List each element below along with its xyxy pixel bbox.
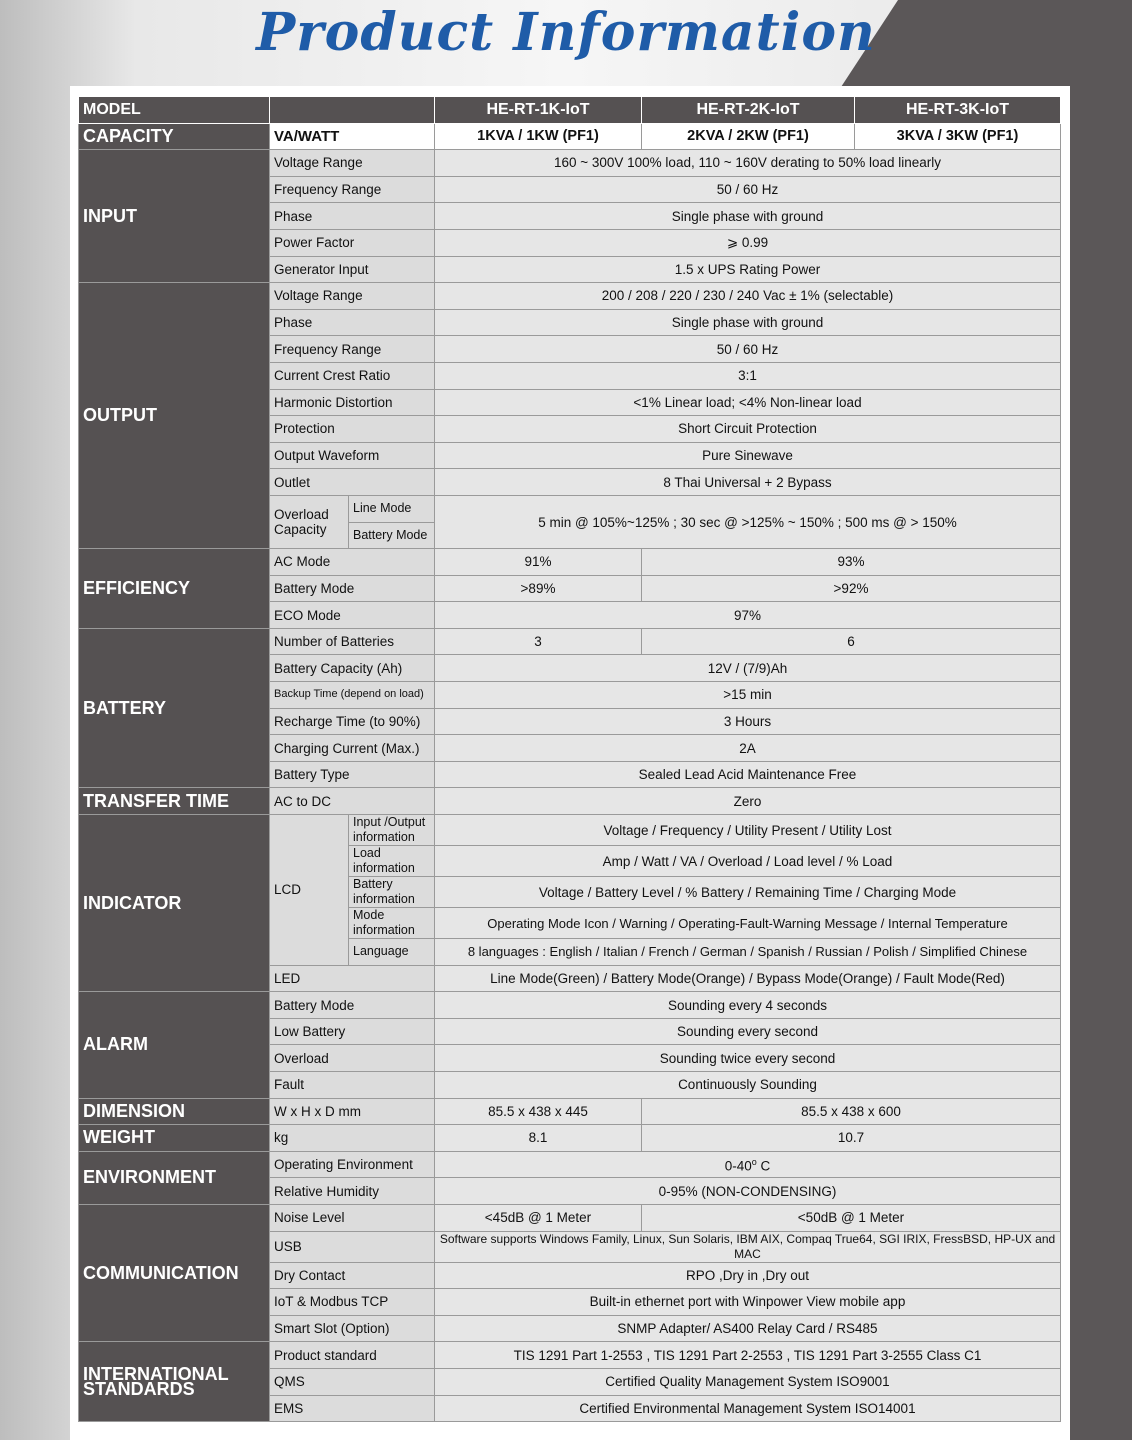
row-value: <1% Linear load; <4% Non-linear load (435, 389, 1061, 416)
row-label: Smart Slot (Option) (270, 1315, 435, 1342)
row-label: Charging Current (Max.) (270, 735, 435, 762)
table-row (79, 1204, 1061, 1231)
table-row (79, 150, 1061, 177)
table-row (79, 1098, 1061, 1125)
row-value: 200 / 208 / 220 / 230 / 240 Vac ± 1% (selectable) (435, 283, 1061, 310)
overload-battery-mode: Battery Mode (349, 522, 435, 549)
env-temp-value: 0-40 (724, 1158, 752, 1174)
row-value: >15 min (435, 682, 1061, 709)
row-label: Operating Environment (270, 1151, 435, 1178)
row-value: Software supports Windows Family, Linux, Sun Solaris, IBM AIX, Compaq True64, SGI IRIX, FressBSD, HP-UX and MAC (435, 1231, 1061, 1262)
table-row (79, 283, 1061, 310)
row-label: Input /Output information (349, 815, 435, 846)
value-2k-3k: <50dB @ 1 Meter (642, 1204, 1061, 1231)
row-value: Single phase with ground (435, 309, 1061, 336)
row-value: Certified Quality Management System ISO9001 (435, 1368, 1061, 1395)
capacity-row (79, 123, 1061, 150)
row-value: TIS 1291 Part 1-2553 , TIS 1291 Part 2-2553 , TIS 1291 Part 3-2555 Class C1 (435, 1342, 1061, 1369)
row-label: Recharge Time (to 90%) (270, 708, 435, 735)
row-value: 160 ~ 300V 100% load, 110 ~ 160V derating to 50% load linearly (435, 150, 1061, 177)
env-temp-suffix: C (756, 1158, 771, 1174)
row-value: SNMP Adapter/ AS400 Relay Card / RS485 (435, 1315, 1061, 1342)
category-dimension: DIMENSION (79, 1098, 270, 1125)
category-alarm: ALARM (79, 992, 270, 1098)
table-row (79, 815, 1061, 846)
value-2k-3k: 85.5 x 438 x 600 (642, 1098, 1061, 1125)
table-row (79, 1125, 1061, 1152)
row-label: Battery Capacity (Ah) (270, 655, 435, 682)
row-label: Language (349, 939, 435, 966)
category-capacity: CAPACITY (79, 123, 270, 150)
category-communication: COMMUNICATION (79, 1204, 270, 1341)
row-label: IoT & Modbus TCP (270, 1289, 435, 1316)
category-efficiency: EFFICIENCY (79, 549, 270, 629)
row-value: Built-in ethernet port with Winpower View mobile app (435, 1289, 1061, 1316)
row-value: Single phase with ground (435, 203, 1061, 230)
row-label: Battery information (349, 877, 435, 908)
row-value: 97% (435, 602, 1061, 629)
row-value: Sounding every 4 seconds (435, 992, 1061, 1019)
row-label: Dry Contact (270, 1262, 435, 1289)
row-value: Amp / Watt / VA / Overload / Load level / % Load (435, 846, 1061, 877)
value-1k: 85.5 x 438 x 445 (435, 1098, 642, 1125)
row-value: Short Circuit Protection (435, 416, 1061, 443)
capacity-label: VA/WATT (270, 123, 435, 150)
table-row (79, 628, 1061, 655)
row-value: Operating Mode Icon / Warning / Operating-Fault-Warning Message / Internal Temperature (435, 908, 1061, 939)
row-label: Battery Mode (270, 992, 435, 1019)
model-1k: HE-RT-1K-IoT (435, 97, 642, 124)
value-1k: <45dB @ 1 Meter (435, 1204, 642, 1231)
table-row (79, 549, 1061, 576)
row-value: Sounding every second (435, 1018, 1061, 1045)
capacity-3k: 3KVA / 3KW (PF1) (855, 123, 1061, 150)
category-environment: ENVIRONMENT (79, 1151, 270, 1204)
row-label: Voltage Range (270, 150, 435, 177)
model-row (79, 97, 1061, 124)
spec-table (78, 96, 1061, 1422)
category-output: OUTPUT (79, 283, 270, 549)
row-label: AC Mode (270, 549, 435, 576)
row-value: 1.5 x UPS Rating Power (435, 256, 1061, 283)
row-label: kg (270, 1125, 435, 1152)
row-value (435, 1151, 1061, 1178)
row-value: Voltage / Frequency / Utility Present / Utility Lost (435, 815, 1061, 846)
row-label: Voltage Range (270, 283, 435, 310)
row-label: Generator Input (270, 256, 435, 283)
category-input: INPUT (79, 150, 270, 283)
lcd-label: LCD (270, 815, 349, 966)
capacity-2k: 2KVA / 2KW (PF1) (642, 123, 855, 150)
row-label: Phase (270, 203, 435, 230)
row-value: 8 Thai Universal + 2 Bypass (435, 469, 1061, 496)
row-label: Noise Level (270, 1204, 435, 1231)
row-label: Backup Time (depend on load) (270, 682, 435, 709)
overload-line-mode: Line Mode (349, 495, 435, 522)
category-weight: WEIGHT (79, 1125, 270, 1152)
row-label: Phase (270, 309, 435, 336)
row-label: Power Factor (270, 229, 435, 256)
row-value: Pure Sinewave (435, 442, 1061, 469)
degree-sign: o (751, 1157, 757, 1168)
value-1k: 3 (435, 628, 642, 655)
row-value: Zero (435, 788, 1061, 815)
row-value: Sealed Lead Acid Maintenance Free (435, 761, 1061, 788)
value-1k: 8.1 (435, 1125, 642, 1152)
row-label: Outlet (270, 469, 435, 496)
row-value: Continuously Sounding (435, 1072, 1061, 1099)
row-value: Line Mode(Green) / Battery Mode(Orange) / Bypass Mode(Orange) / Fault Mode(Red) (435, 965, 1061, 992)
value-1k: 91% (435, 549, 642, 576)
category-indicator: INDICATOR (79, 815, 270, 992)
row-value: 0-95% (NON-CONDENSING) (435, 1178, 1061, 1205)
table-row (79, 1151, 1061, 1178)
row-label: EMS (270, 1395, 435, 1422)
value-2k-3k: >92% (642, 575, 1061, 602)
row-label: Load information (349, 846, 435, 877)
row-label: LED (270, 965, 435, 992)
row-label: USB (270, 1231, 435, 1262)
row-value: 2A (435, 735, 1061, 762)
overload-value: 5 min @ 105%~125% ; 30 sec @ >125% ~ 150% ; 500 ms @ > 150% (435, 495, 1061, 548)
row-label: Low Battery (270, 1018, 435, 1045)
row-label: Battery Type (270, 761, 435, 788)
row-value: RPO ,Dry in ,Dry out (435, 1262, 1061, 1289)
value-2k-3k: 93% (642, 549, 1061, 576)
row-label: Protection (270, 416, 435, 443)
row-label: ECO Mode (270, 602, 435, 629)
category-international-standards: INTERNATIONAL STANDARDS (79, 1342, 270, 1422)
model-2k: HE-RT-2K-IoT (642, 97, 855, 124)
table-row (79, 788, 1061, 815)
row-value: 8 languages : English / Italian / French / German / Spanish / Russian / Polish / Simplified Chinese (435, 939, 1061, 966)
row-label: Current Crest Ratio (270, 362, 435, 389)
value-1k: >89% (435, 575, 642, 602)
row-value: Voltage / Battery Level / % Battery / Remaining Time / Charging Mode (435, 877, 1061, 908)
row-value: 3 Hours (435, 708, 1061, 735)
row-label: Product standard (270, 1342, 435, 1369)
row-value: Certified Environmental Management System ISO14001 (435, 1395, 1061, 1422)
row-value: Sounding twice every second (435, 1045, 1061, 1072)
row-label: Output Waveform (270, 442, 435, 469)
category-transfer-time: TRANSFER TIME (79, 788, 270, 815)
model-blank-cell (270, 97, 435, 124)
row-label: QMS (270, 1368, 435, 1395)
row-label: Harmonic Distortion (270, 389, 435, 416)
table-row (79, 992, 1061, 1019)
row-label: Overload (270, 1045, 435, 1072)
table-row (79, 1342, 1061, 1369)
row-label: Mode information (349, 908, 435, 939)
model-label: MODEL (79, 97, 270, 124)
page-title: Product Information (256, 2, 876, 63)
model-3k: HE-RT-3K-IoT (855, 97, 1061, 124)
row-value: 50 / 60 Hz (435, 176, 1061, 203)
row-value: 3:1 (435, 362, 1061, 389)
row-value: 12V / (7/9)Ah (435, 655, 1061, 682)
capacity-1k: 1KVA / 1KW (PF1) (435, 123, 642, 150)
row-label: Number of Batteries (270, 628, 435, 655)
row-label: Frequency Range (270, 336, 435, 363)
value-2k-3k: 6 (642, 628, 1061, 655)
category-battery: BATTERY (79, 628, 270, 788)
row-label: Battery Mode (270, 575, 435, 602)
row-label: Relative Humidity (270, 1178, 435, 1205)
row-label: Fault (270, 1072, 435, 1099)
row-label: AC to DC (270, 788, 435, 815)
value-2k-3k: 10.7 (642, 1125, 1061, 1152)
row-label: W x H x D mm (270, 1098, 435, 1125)
overload-label: Overload Capacity (270, 495, 349, 548)
row-value: ⩾ 0.99 (435, 229, 1061, 256)
row-label: Frequency Range (270, 176, 435, 203)
row-value: 50 / 60 Hz (435, 336, 1061, 363)
